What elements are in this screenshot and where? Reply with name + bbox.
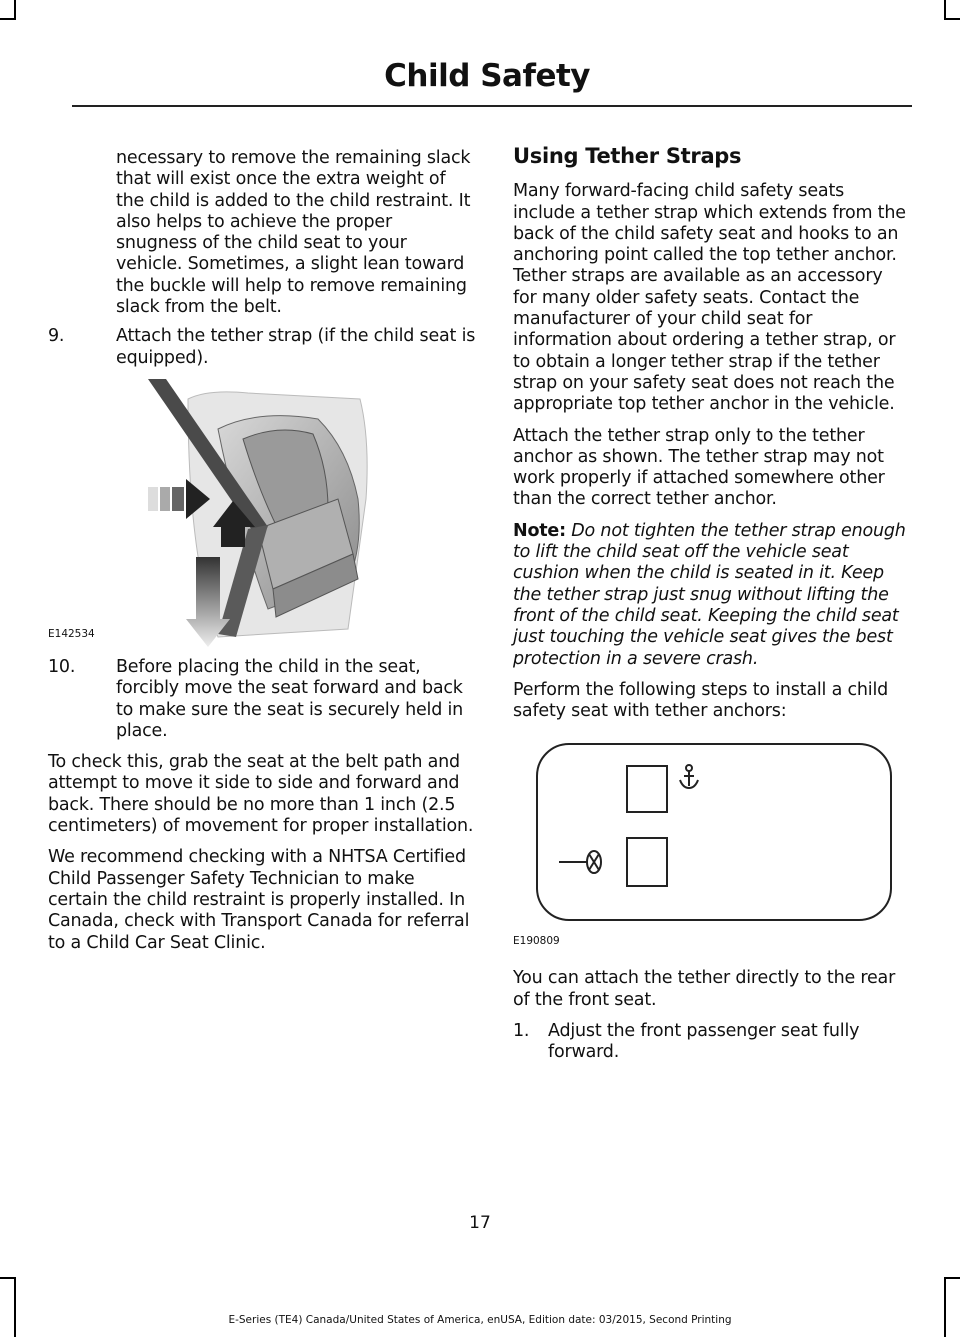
page-title: Child Safety [384, 58, 590, 94]
crop-mark [14, 0, 16, 20]
figure-id: E190809 [513, 935, 560, 948]
note [513, 521, 909, 670]
crop-mark [944, 1277, 960, 1279]
step-10 [48, 657, 476, 742]
tether-anchor-figure [513, 732, 909, 952]
continued-paragraph: necessary to remove the remaining slack that will exist once the extra weight of the child is added to the child restraint. It also helps to achieve the proper snugness of the child seat to your vehicle. Sometimes, a slight lean toward the buckle will help to remove remaining slack from the belt. [116, 148, 471, 318]
crop-mark [944, 18, 960, 20]
paragraph-tether-intro: Many forward-facing child safety seats include a tether strap which extends from the back of the child safety seat and hooks to an anchoring point called the top tether anchor. Tether straps are available as an accessory for many older safety seats. Contact the manufacturer of your child seat for information about ordering a tether strap, or to obtain a longer tether strap if the tether strap on your safety seat does not reach the appropriate top tether anchor in the vehicle. [513, 181, 906, 415]
tether-anchor-diagram [513, 732, 909, 952]
crop-mark [0, 18, 16, 20]
step-number: 10. [48, 656, 76, 677]
step-1 [513, 1021, 909, 1064]
step-number: 1. [513, 1021, 530, 1042]
note-text: Do not tighten the tether strap enough to lift the child seat off the vehicle seat cushion when the child is seated in it. Keep the tether strap just snug without lifting the front of the child seat. Keeping the child seat just touching the vehicle seat gives the best protection in a severe crash. [513, 520, 906, 669]
step-text: Before placing the child in the seat, forcibly move the seat forward and back to make sure the seat is securely held in place. [116, 656, 464, 741]
section-heading: Using Tether Straps [513, 144, 742, 168]
child-seat-illustration [148, 379, 448, 647]
step-text: Adjust the front passenger seat fully forward. [548, 1021, 860, 1063]
step-text: Attach the tether strap (if the child seat is equipped). [116, 326, 476, 368]
paragraph-front-seat: You can attach the tether directly to the rear of the front seat. [513, 968, 896, 1010]
figure-id: E142534 [48, 627, 95, 640]
page-number: 17 [469, 1213, 491, 1233]
header-divider [72, 105, 912, 107]
paragraph-perform-steps: Perform the following steps to install a child safety seat with tether anchors: [513, 679, 889, 722]
step-9 [48, 326, 476, 369]
paragraph-check-seat: To check this, grab the seat at the belt path and attempt to move it side to side and forward and back. There should be no more than 1 inch (2.5 centimeters) of movement for proper installation. [48, 752, 474, 837]
crop-mark [0, 1277, 16, 1279]
footer-text: E-Series (TE4) Canada/United States of America, enUSA, Edition date: 03/2015, Second Printing [228, 1314, 732, 1326]
left-column [48, 148, 476, 964]
paragraph-nhtsa: We recommend checking with a NHTSA Certified Child Passenger Safety Technician to make certain the child restraint is properly installed. In Canada, check with Transport Canada for referral to a Child Car Seat Clinic. [48, 847, 470, 953]
crop-mark [944, 0, 946, 20]
paragraph-tether-attach: Attach the tether strap only to the tether anchor as shown. The tether strap may not work properly if attached somewhere other than the correct tether anchor. [513, 425, 885, 510]
right-column [513, 146, 909, 1074]
crop-mark [14, 1277, 16, 1337]
step-number: 9. [48, 326, 65, 347]
child-seat-figure [48, 379, 448, 647]
note-label: Note: [513, 520, 566, 541]
crop-mark [944, 1277, 946, 1337]
